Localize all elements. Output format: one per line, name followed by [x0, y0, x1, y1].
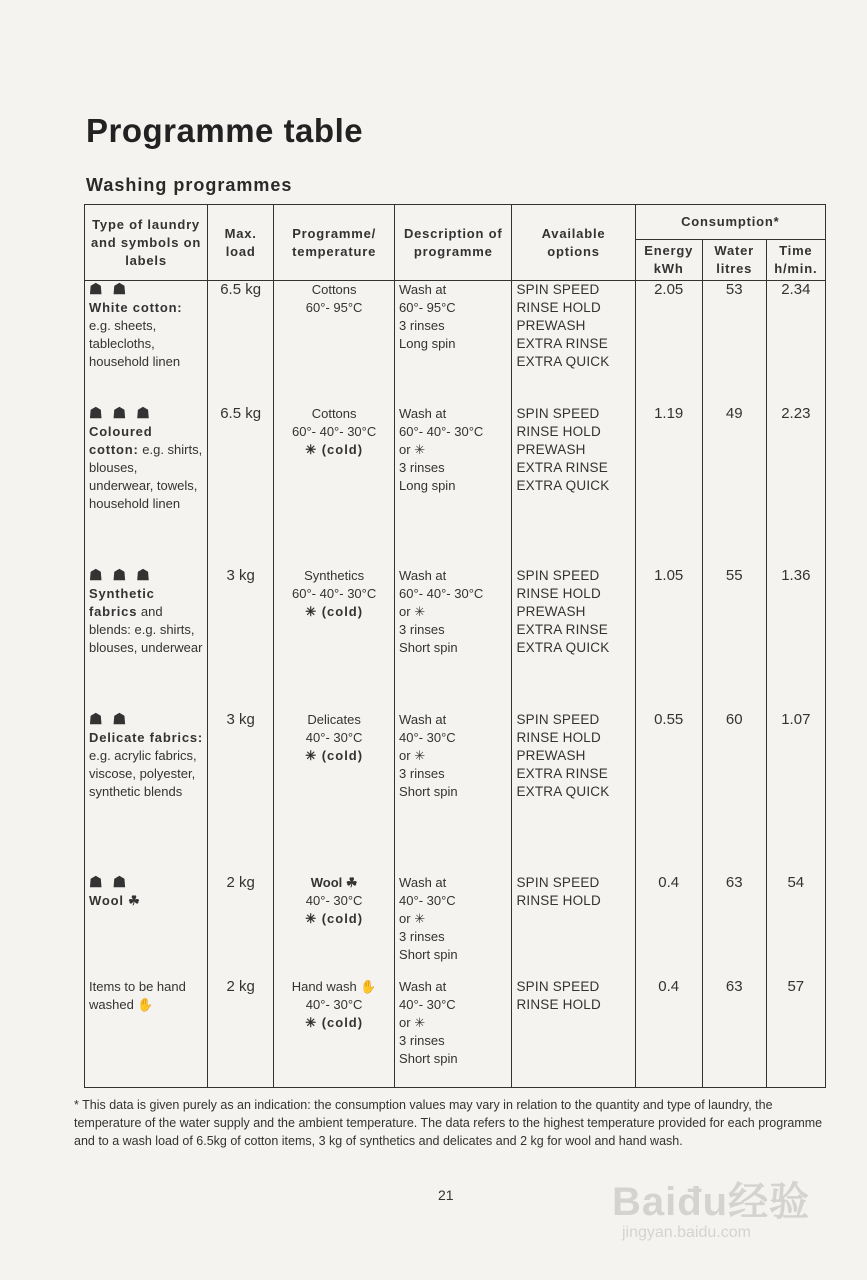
cell-energy: 0.4 [635, 978, 702, 1088]
description-line: 40°- 30°C [399, 729, 456, 745]
laundry-type-examples: and blends: e.g. shirts, blouses, underwear [89, 603, 203, 655]
option-item: PREWASH [516, 603, 586, 619]
option-item: EXTRA QUICK [516, 639, 610, 655]
care-label-icon: ☗ ☗ [89, 873, 130, 891]
cell-water: 55 [702, 567, 766, 711]
option-item: RINSE HOLD [516, 996, 601, 1012]
cell-laundry-type [85, 567, 208, 711]
description-line: Wash at [399, 405, 447, 421]
laundry-type-examples: e.g. shirts, blouses, underwear, towels, household linen [89, 441, 203, 511]
description-line: Short spin [399, 639, 458, 655]
option-item: PREWASH [516, 747, 586, 763]
description-line: Long spin [399, 477, 456, 493]
programme-line: 60°- 40°- 30°C [292, 585, 377, 601]
header-consumption [635, 205, 825, 240]
programme-line: Delicates [307, 711, 361, 727]
programme-line: Hand wash ✋ [291, 978, 377, 994]
description-line: 60°- 40°- 30°C [399, 585, 484, 601]
header-max-load: Max. load [208, 205, 274, 281]
cell-options [512, 405, 635, 567]
cell-water: 53 [702, 281, 766, 405]
description-line: or ✳ [399, 747, 426, 763]
programme-line: Cottons [311, 405, 357, 421]
option-item: EXTRA RINSE [516, 459, 608, 475]
programme-line: 60°- 40°- 30°C [292, 423, 377, 439]
description-line: 3 rinses [399, 1032, 445, 1048]
option-item: SPIN SPEED [516, 405, 600, 421]
cell-water: 49 [702, 405, 766, 567]
option-item: RINSE HOLD [516, 585, 601, 601]
description-line: Short spin [399, 1050, 458, 1066]
laundry-type-examples: Items to be hand washed ✋ [89, 978, 186, 1012]
section-title: Washing programmes [86, 175, 293, 195]
description-line: Wash at [399, 711, 447, 727]
cell-programme [274, 405, 395, 567]
header-programme: Programme/ temperature [274, 205, 395, 281]
cell-options [512, 281, 635, 405]
cell-time: 54 [766, 874, 825, 978]
option-item: EXTRA QUICK [516, 354, 610, 369]
description-line: 60°- 95°C [399, 300, 456, 315]
option-item: EXTRA RINSE [516, 765, 608, 781]
description-line: or ✳ [399, 1014, 426, 1030]
cell-energy: 0.4 [635, 874, 702, 978]
cell-laundry-type [85, 405, 208, 567]
cell-time: 1.07 [766, 711, 825, 874]
option-item: SPIN SPEED [516, 282, 600, 297]
cell-laundry-type [85, 711, 208, 874]
table-row [85, 281, 826, 405]
description-line: 3 rinses [399, 928, 445, 944]
option-item: RINSE HOLD [516, 729, 601, 745]
cell-time: 57 [766, 978, 825, 1088]
table-row [85, 567, 826, 711]
description-line: or ✳ [399, 603, 426, 619]
description-line: or ✳ [399, 910, 426, 926]
header-type: Type of laundry and symbols on labels [85, 205, 208, 281]
programme-line: 40°- 30°C [305, 996, 363, 1012]
description-line: 3 rinses [399, 459, 445, 475]
option-item: SPIN SPEED [516, 711, 600, 727]
table-row [85, 405, 826, 567]
option-item: SPIN SPEED [516, 567, 600, 583]
cell-options [512, 711, 635, 874]
cold-wash-label: ✳ (cold) [305, 747, 364, 763]
header-description: Description of programme [395, 205, 512, 281]
care-label-icon: ☗ ☗ ☗ [89, 566, 153, 584]
cell-max-load: 6.5 kg [208, 405, 274, 567]
cell-energy: 1.05 [635, 567, 702, 711]
programme-line: Cottons [311, 282, 357, 297]
laundry-type-label: White cotton: [89, 300, 183, 315]
cell-max-load: 6.5 kg [208, 281, 274, 405]
cell-programme [274, 281, 395, 405]
cell-water: 63 [702, 874, 766, 978]
header-consumption-star: * [773, 214, 780, 229]
option-item: PREWASH [516, 318, 586, 333]
option-item: EXTRA QUICK [516, 477, 610, 493]
cell-options [512, 874, 635, 978]
care-label-icon: ☗ ☗ [89, 710, 130, 728]
description-line: 3 rinses [399, 318, 445, 333]
description-line: Long spin [399, 336, 456, 351]
cell-programme [274, 711, 395, 874]
page-title: Programme table [86, 112, 364, 149]
option-item: PREWASH [516, 441, 586, 457]
cell-programme [274, 978, 395, 1088]
cell-max-load: 3 kg [208, 567, 274, 711]
cold-wash-label: ✳ (cold) [305, 441, 364, 457]
cell-options [512, 978, 635, 1088]
programme-line: Wool ☘ [310, 874, 358, 890]
cell-max-load: 3 kg [208, 711, 274, 874]
option-item: SPIN SPEED [516, 978, 600, 994]
cell-laundry-type [85, 978, 208, 1088]
table-row [85, 711, 826, 874]
footnote: * This data is given purely as an indication: the consumption values may vary in relation to the quantity and type of laundry, the temperature of the water supply and the ambient temperature. The data refers to the highest temperature provided for each programme and to a wash load of 6.5kg of cotton items, 3 kg of synthetics and delicates and 2 kg for wool and hand wash. [74, 1098, 823, 1148]
option-item: RINSE HOLD [516, 892, 601, 908]
cold-wash-label: ✳ (cold) [305, 603, 364, 619]
laundry-type-label: Wool ☘ [89, 892, 141, 908]
description-line: Short spin [399, 783, 458, 799]
table-row [85, 978, 826, 1088]
laundry-type-label: Delicate fabrics: [89, 729, 204, 745]
header-consumption-label: Consumption [681, 214, 774, 229]
cold-wash-label: ✳ (cold) [305, 1014, 364, 1030]
cell-description [395, 405, 512, 567]
laundry-type-examples: e.g. acrylic fabrics, viscose, polyester, synthetic blends [89, 747, 197, 799]
description-line: Wash at [399, 567, 447, 583]
programme-line: 40°- 30°C [305, 892, 363, 908]
laundry-type-label: Coloured cotton: [89, 423, 153, 457]
care-label-icon: ☗ ☗ ☗ [89, 404, 153, 422]
description-line: 3 rinses [399, 621, 445, 637]
cell-description [395, 874, 512, 978]
laundry-type-examples: e.g. sheets, tablecloths, household linen [89, 318, 181, 369]
header-time: Time h/min. [766, 240, 825, 281]
option-item: EXTRA QUICK [516, 783, 610, 799]
laundry-type-label: Synthetic fabrics [89, 585, 155, 619]
cell-time: 2.34 [766, 281, 825, 405]
cell-description [395, 711, 512, 874]
option-item: EXTRA RINSE [516, 621, 608, 637]
cell-energy: 0.55 [635, 711, 702, 874]
programme-table [84, 204, 826, 1088]
cell-time: 2.23 [766, 405, 825, 567]
description-line: Wash at [399, 282, 447, 297]
cell-options [512, 567, 635, 711]
cell-programme [274, 874, 395, 978]
cell-max-load: 2 kg [208, 978, 274, 1088]
table-body [85, 281, 826, 1088]
cell-laundry-type [85, 281, 208, 405]
cell-energy: 2.05 [635, 281, 702, 405]
watermark [612, 1170, 822, 1250]
description-line: 40°- 30°C [399, 892, 456, 908]
description-line: Wash at [399, 874, 447, 890]
option-item: EXTRA RINSE [516, 336, 608, 351]
option-item: RINSE HOLD [516, 423, 601, 439]
table-row [85, 874, 826, 978]
cell-water: 60 [702, 711, 766, 874]
description-line: 3 rinses [399, 765, 445, 781]
option-item: SPIN SPEED [516, 874, 600, 890]
description-line: 60°- 40°- 30°C [399, 423, 484, 439]
cell-max-load: 2 kg [208, 874, 274, 978]
cold-wash-label: ✳ (cold) [305, 910, 364, 926]
programme-line: Synthetics [304, 567, 365, 583]
cell-water: 63 [702, 978, 766, 1088]
description-line: Short spin [399, 946, 458, 962]
header-water: Water litres [702, 240, 766, 281]
header-options: Available options [512, 205, 635, 281]
cell-description [395, 567, 512, 711]
cell-programme [274, 567, 395, 711]
page-number: 21 [438, 1187, 454, 1203]
option-item: RINSE HOLD [516, 300, 601, 315]
watermark-url: jingyan.baidu.com [622, 1224, 751, 1241]
cell-description [395, 281, 512, 405]
description-line: Wash at [399, 978, 447, 994]
care-label-icon: ☗ ☗ [89, 281, 130, 298]
header-energy: Energy kWh [635, 240, 702, 281]
programme-line: 40°- 30°C [305, 729, 363, 745]
programme-line: 60°- 95°C [305, 300, 363, 315]
cell-description [395, 978, 512, 1088]
description-line: or ✳ [399, 441, 426, 457]
cell-time: 1.36 [766, 567, 825, 711]
description-line: 40°- 30°C [399, 996, 456, 1012]
watermark-logo: Baiđu经验 [612, 1180, 811, 1224]
cell-energy: 1.19 [635, 405, 702, 567]
cell-laundry-type [85, 874, 208, 978]
